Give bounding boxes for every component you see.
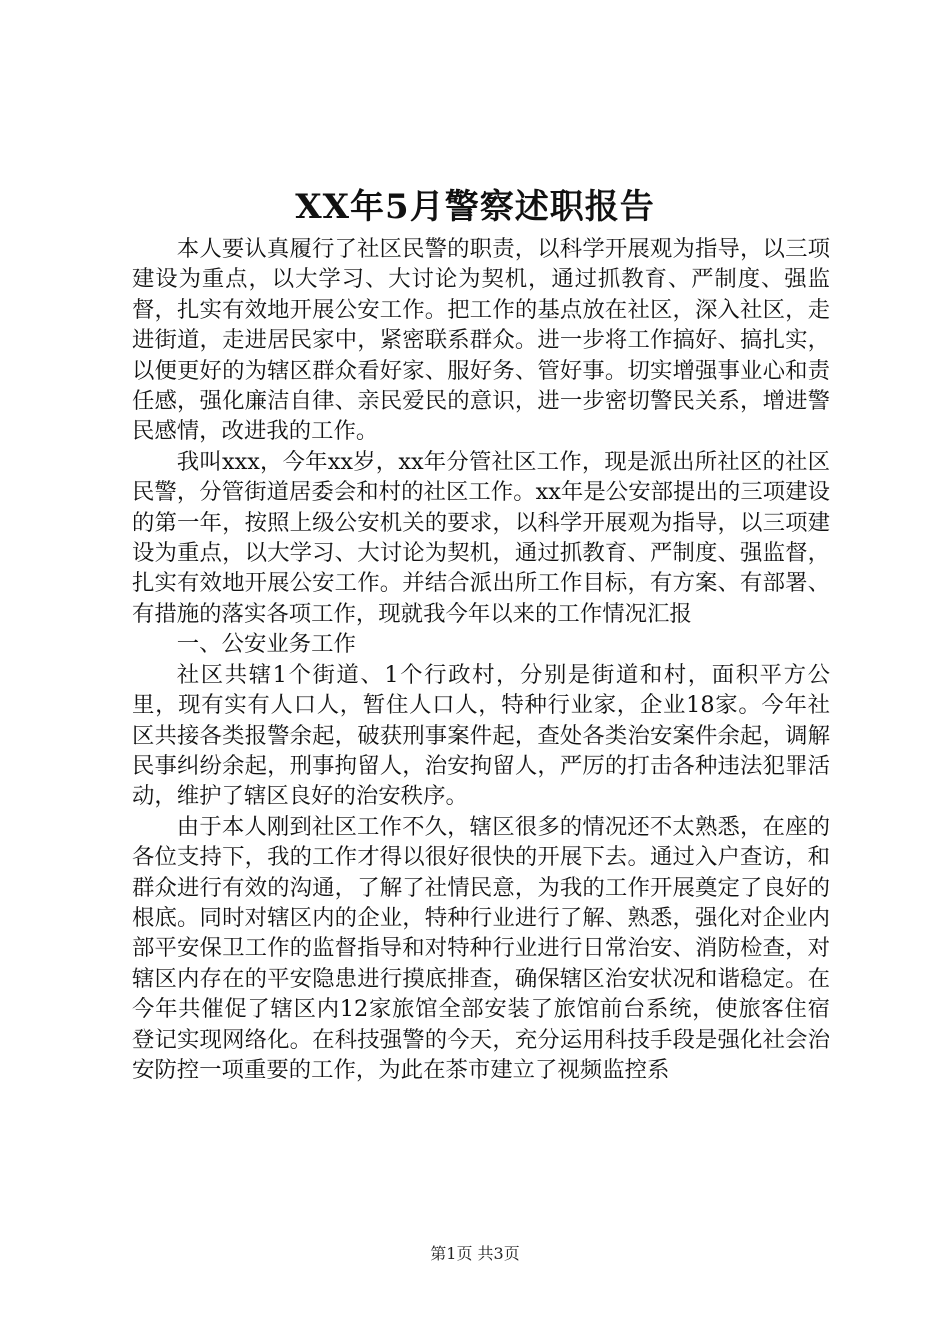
page-number: 第1页 共3页 (430, 1244, 520, 1263)
body-paragraph: 本人要认真履行了社区民警的职责，以科学开展观为指导，以三项建设为重点，以大学习、大讨论为契机，通过抓教育、严制度、强监督，扎实有效地开展公安工作。把工作的基点放在社区，深入社区，走进街道，走进居民家中，紧密联系群众。进一步将工作搞好、搞扎实，以便更好的为辖区群众看好家、服好务、管好事。切实增强事业心和责任感，强化廉洁自律、亲民爱民的意识，进一步密切警民关系，增进警民感情，改进我的工作。 (132, 236, 830, 445)
document-body (132, 234, 830, 1085)
body-paragraph: 我叫xxx，今年xx岁，xx年分管社区工作，现是派出所社区的社区民警，分管街道居委会和村的社区工作。xx年是公安部提出的三项建设的第一年，按照上级公安机关的要求，以科学开展观为指导，以三项建设为重点，以大学习、大讨论为契机，通过抓教育、严制度、强监督，扎实有效地开展公安工作。并结合派出所工作目标，有方案、有部署、有措施的落实各项工作，现就我今年以来的工作情况汇报 (132, 448, 830, 627)
body-paragraph: 社区共辖1个街道、1个行政村，分别是街道和村，面积平方公里，现有实有人口人，暂住人口人，特种行业家，企业18家。今年社区共接各类报警余起，破获刑事案件起，查处各类治安案件余起，调解民事纠纷余起，刑事拘留人，治安拘留人，严厉的打击各种违法犯罪活动，维护了辖区良好的治安秩序。 (132, 661, 830, 810)
document-title: XX年5月警察述职报告 (295, 187, 655, 227)
body-paragraph: 由于本人刚到社区工作不久，辖区很多的情况还不太熟悉，在座的各位支持下，我的工作才得以很好很快的开展下去。通过入户查访，和群众进行有效的沟通，了解了社情民意，为我的工作开展奠定了良好的根底。同时对辖区内的企业，特种行业进行了解、熟悉，强化对企业内部平安保卫工作的监督指导和对特种行业进行日常治安、消防检查，对辖区内存在的平安隐患进行摸底排查，确保辖区治安状况和谐稳定。在今年共催促了辖区内12家旅馆全部安装了旅馆前台系统，使旅客住宿登记实现网络化。在科技强警的今天，充分运用科技手段是强化社会治安防控一项重要的工作，为此在茶市建立了视频监控系 (132, 813, 830, 1083)
section-heading: 一、公安业务工作 (176, 631, 356, 658)
